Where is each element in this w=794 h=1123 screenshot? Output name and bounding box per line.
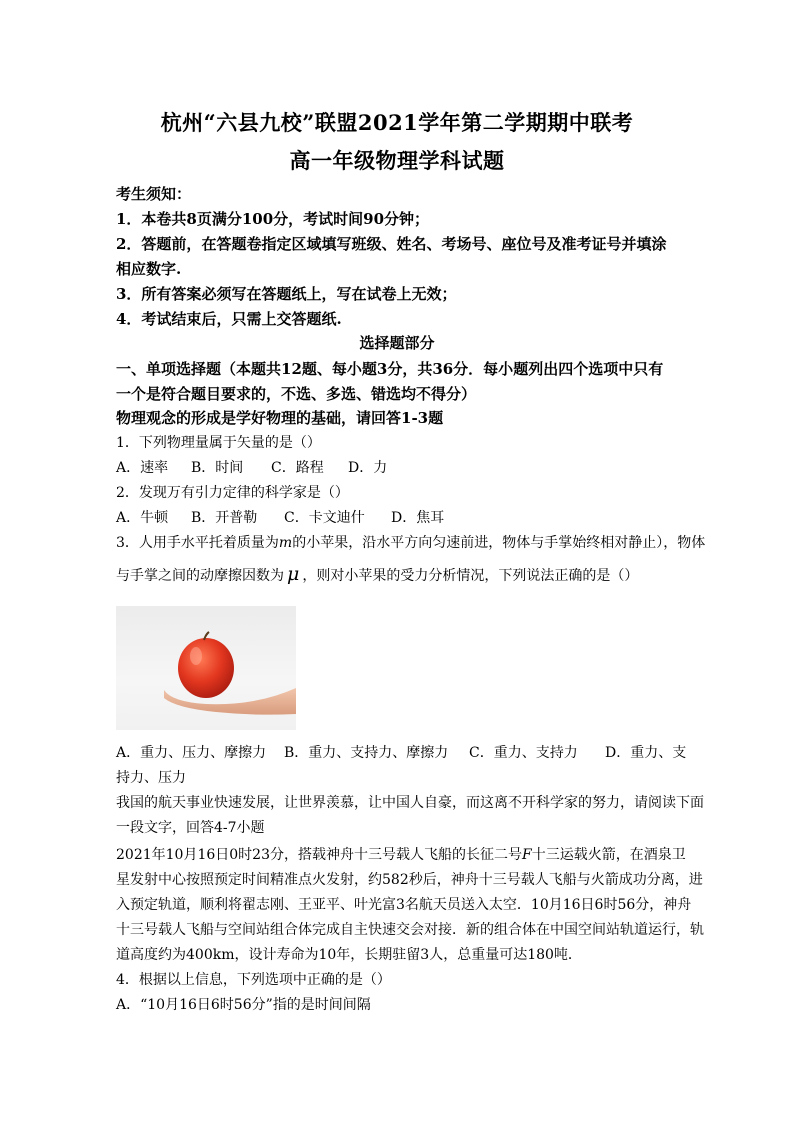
exam-subtitle: 高一年级物理学科试题: [289, 148, 505, 173]
section-intro: 一个是符合题目要求的，不选、多选、错选均不得分）: [116, 385, 477, 403]
q1-options: [116, 455, 706, 481]
apple-in-hand-photo: [116, 606, 296, 730]
group2-intro: 一段文字，回答4-7小题: [116, 820, 265, 836]
q3-option-d: D．重力、支: [605, 745, 687, 761]
var-m: m: [278, 535, 293, 551]
q2-stem: 2．发现万有引力定律的科学家是（）: [116, 485, 349, 501]
q4-option-a: A．“10月16日6时56分”指的是时间间隔: [116, 997, 371, 1013]
apple-hand-illustration: [116, 606, 296, 730]
q3-stem-line2: [116, 561, 706, 589]
q3-stem-text: 3．人用手水平托着质量为: [116, 535, 279, 551]
notice-item: 3．所有答案必须写在答题纸上，写在试卷上无效；: [116, 285, 457, 303]
q2-options: [116, 505, 706, 531]
question-group-heading: 物理观念的形成是学好物理的基础，请回答1-3题: [116, 409, 444, 427]
exam-title: 杭州“六县九校”联盟2021学年第二学期期中联考: [160, 110, 634, 135]
var-mu: μ: [287, 563, 300, 585]
var-f: F: [521, 847, 532, 863]
q3-option-b: B．重力、支持力、摩擦力: [284, 745, 449, 761]
q1-option-d: D．力: [348, 460, 388, 476]
notice-item: 2．答题前，在答题卷指定区域填写班级、姓名、考场号、座位号及准考证号并填涂: [116, 235, 667, 253]
q3-stem-text: 与手掌之间的动摩擦因数为: [116, 568, 284, 584]
notice-item: 相应数字.: [116, 260, 182, 278]
q3-stem-line1: [116, 530, 706, 556]
q3-option-c: C．重力、支持力: [469, 745, 578, 761]
q2-option-c: C．卡文迪什: [284, 510, 365, 526]
section-intro: 一、单项选择题（本题共12题、每小题3分，共36分．每小题列出四个选项中只有: [116, 360, 664, 378]
q1-option-b: B．时间: [191, 460, 244, 476]
q3-options: [116, 740, 706, 766]
notice-heading: 考生须知：: [116, 185, 192, 203]
notice-item: 4．考试结束后，只需上交答题纸.: [116, 310, 342, 328]
passage-text: 十三运载火箭，在酒泉卫: [531, 847, 686, 863]
q3-stem-text: ，则对小苹果的受力分析情况，下列说法正确的是（）: [302, 568, 639, 584]
q2-option-d: D．焦耳: [391, 510, 445, 526]
group2-intro: 我国的航天事业快速发展，让世界羡慕，让中国人自豪，而这离不开科学家的努力，请阅读下面: [116, 795, 704, 811]
q3-stem-text: 的小苹果，沿水平方向匀速前进，物体与手掌始终相对静止），物体: [292, 535, 706, 551]
passage-line: [116, 842, 706, 868]
q4-stem: 4．根据以上信息，下列选项中正确的是（）: [116, 972, 391, 988]
q1-option-c: C．路程: [271, 460, 324, 476]
section-title: 选择题部分: [359, 334, 435, 352]
q1-option-a: A．速率: [116, 460, 169, 476]
notice-item: 1．本卷共8页满分100分，考试时间90分钟；: [116, 210, 430, 228]
passage-line: 道高度约为400km，设计寿命为10年，长期驻留3人，总重量可达180吨．: [116, 947, 582, 963]
passage-text: 2021年10月16日0时23分，搭载神舟十三号载人飞船的长征二号: [116, 847, 522, 863]
passage-line: 十三号载人飞船与空间站组合体完成自主快速交会对接．新的组合体在中国空间站轨道运行，轨: [116, 922, 704, 938]
q3-option-a: A．重力、压力、摩擦力: [116, 745, 267, 761]
q2-option-a: A．牛顿: [116, 510, 169, 526]
q2-option-b: B．开普勒: [191, 510, 258, 526]
q3-option-d-cont: 持力、压力: [116, 770, 186, 786]
passage-line: 星发射中心按照预定时间精准点火发射，约582秒后，神舟十三号载人飞船与火箭成功分离，进: [116, 872, 703, 888]
q1-stem: 1．下列物理量属于矢量的是（）: [116, 435, 321, 451]
passage-line: 入预定轨道，顺利将翟志刚、王亚平、叶光富3名航天员送入太空．10月16日6时56分，神舟: [116, 897, 692, 913]
